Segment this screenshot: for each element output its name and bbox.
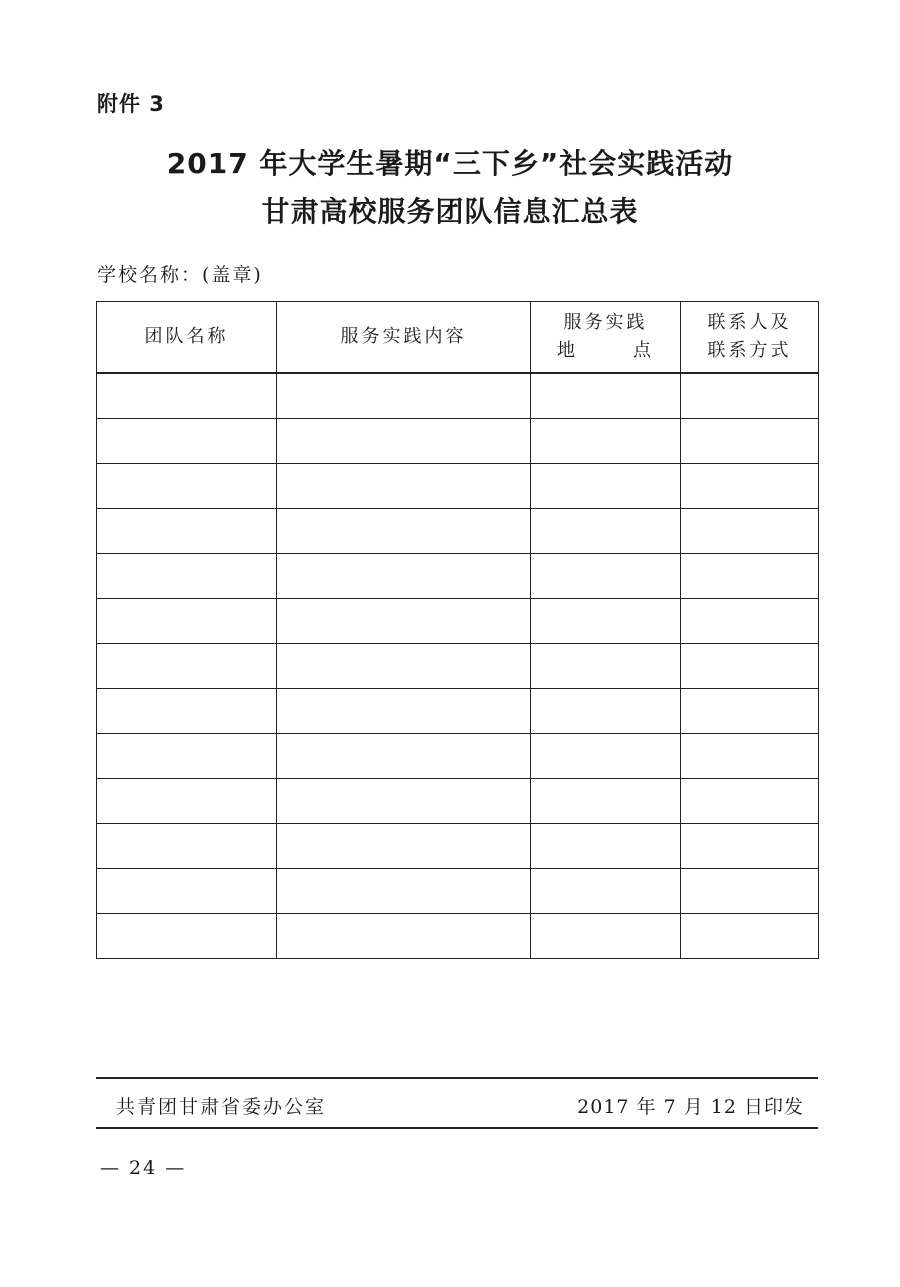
cell-service-content[interactable] bbox=[277, 599, 531, 644]
cell-service-content[interactable] bbox=[277, 734, 531, 779]
footer-issuer: 共青团甘肃省委办公室 bbox=[116, 1096, 327, 1118]
footer-top-rule bbox=[96, 1077, 818, 1079]
footer-bottom-rule bbox=[96, 1127, 818, 1129]
table-row bbox=[97, 554, 819, 599]
cell-service-location[interactable] bbox=[531, 869, 681, 914]
cell-team-name[interactable] bbox=[97, 419, 277, 464]
document-title-line-2: 甘肃高校服务团队信息汇总表 bbox=[261, 195, 639, 228]
cell-team-name[interactable] bbox=[97, 914, 277, 959]
table-row bbox=[97, 373, 819, 419]
cell-contact[interactable] bbox=[681, 464, 819, 509]
cell-service-location[interactable] bbox=[531, 509, 681, 554]
header-service-location bbox=[531, 302, 681, 374]
cell-contact[interactable] bbox=[681, 644, 819, 689]
cell-service-location[interactable] bbox=[531, 914, 681, 959]
cell-contact[interactable] bbox=[681, 599, 819, 644]
cell-service-location[interactable] bbox=[531, 554, 681, 599]
cell-service-location[interactable] bbox=[531, 824, 681, 869]
cell-service-content[interactable] bbox=[277, 509, 531, 554]
table-row bbox=[97, 509, 819, 554]
header-contact bbox=[681, 302, 819, 374]
cell-team-name[interactable] bbox=[97, 464, 277, 509]
cell-service-content[interactable] bbox=[277, 689, 531, 734]
table-row bbox=[97, 689, 819, 734]
cell-service-content[interactable] bbox=[277, 824, 531, 869]
header-contact-line-1: 联系人及 bbox=[707, 312, 792, 333]
cell-team-name[interactable] bbox=[97, 554, 277, 599]
table-row bbox=[97, 734, 819, 779]
cell-contact[interactable] bbox=[681, 734, 819, 779]
cell-service-location[interactable] bbox=[531, 464, 681, 509]
cell-service-content[interactable] bbox=[277, 373, 531, 419]
cell-service-content[interactable] bbox=[277, 869, 531, 914]
table-row bbox=[97, 419, 819, 464]
header-team-name: 团队名称 bbox=[97, 302, 277, 374]
document-title-line-1: 2017 年大学生暑期“三下乡”社会实践活动 bbox=[166, 147, 734, 180]
cell-contact[interactable] bbox=[681, 869, 819, 914]
page-number: — 24 — bbox=[100, 1157, 187, 1179]
cell-contact[interactable] bbox=[681, 509, 819, 554]
cell-service-location[interactable] bbox=[531, 779, 681, 824]
cell-service-location[interactable] bbox=[531, 734, 681, 779]
cell-team-name[interactable] bbox=[97, 824, 277, 869]
cell-team-name[interactable] bbox=[97, 599, 277, 644]
cell-team-name[interactable] bbox=[97, 509, 277, 554]
footer-issue-date: 2017 年 7 月 12 日印发 bbox=[577, 1096, 804, 1118]
table-row bbox=[97, 779, 819, 824]
attachment-label: 附件 3 bbox=[97, 92, 165, 116]
cell-service-location[interactable] bbox=[531, 689, 681, 734]
header-location-line-2 bbox=[531, 337, 680, 365]
cell-service-content[interactable] bbox=[277, 779, 531, 824]
header-location-char-a: 地 bbox=[557, 340, 578, 361]
cell-contact[interactable] bbox=[681, 419, 819, 464]
cell-service-location[interactable] bbox=[531, 373, 681, 419]
header-location-line-1: 服务实践 bbox=[563, 312, 648, 333]
header-contact-line-2: 联系方式 bbox=[707, 340, 792, 361]
table-body bbox=[97, 373, 819, 959]
table-row bbox=[97, 599, 819, 644]
cell-team-name[interactable] bbox=[97, 779, 277, 824]
cell-contact[interactable] bbox=[681, 373, 819, 419]
cell-contact[interactable] bbox=[681, 824, 819, 869]
team-info-table bbox=[96, 301, 819, 959]
cell-service-content[interactable] bbox=[277, 554, 531, 599]
table-row bbox=[97, 464, 819, 509]
table-row bbox=[97, 869, 819, 914]
cell-service-content[interactable] bbox=[277, 914, 531, 959]
table-header-row bbox=[97, 302, 819, 374]
cell-team-name[interactable] bbox=[97, 689, 277, 734]
header-location-char-b: 点 bbox=[633, 340, 654, 361]
cell-service-location[interactable] bbox=[531, 419, 681, 464]
cell-contact[interactable] bbox=[681, 914, 819, 959]
cell-contact[interactable] bbox=[681, 689, 819, 734]
cell-service-content[interactable] bbox=[277, 644, 531, 689]
table-row bbox=[97, 824, 819, 869]
table-row bbox=[97, 644, 819, 689]
cell-service-location[interactable] bbox=[531, 644, 681, 689]
cell-team-name[interactable] bbox=[97, 869, 277, 914]
school-name-stamp-label: 学校名称：(盖章) bbox=[97, 264, 263, 286]
cell-service-location[interactable] bbox=[531, 599, 681, 644]
cell-team-name[interactable] bbox=[97, 644, 277, 689]
header-service-content: 服务实践内容 bbox=[277, 302, 531, 374]
cell-contact[interactable] bbox=[681, 554, 819, 599]
cell-service-content[interactable] bbox=[277, 419, 531, 464]
cell-team-name[interactable] bbox=[97, 734, 277, 779]
table-row bbox=[97, 914, 819, 959]
cell-service-content[interactable] bbox=[277, 464, 531, 509]
cell-team-name[interactable] bbox=[97, 373, 277, 419]
cell-contact[interactable] bbox=[681, 779, 819, 824]
